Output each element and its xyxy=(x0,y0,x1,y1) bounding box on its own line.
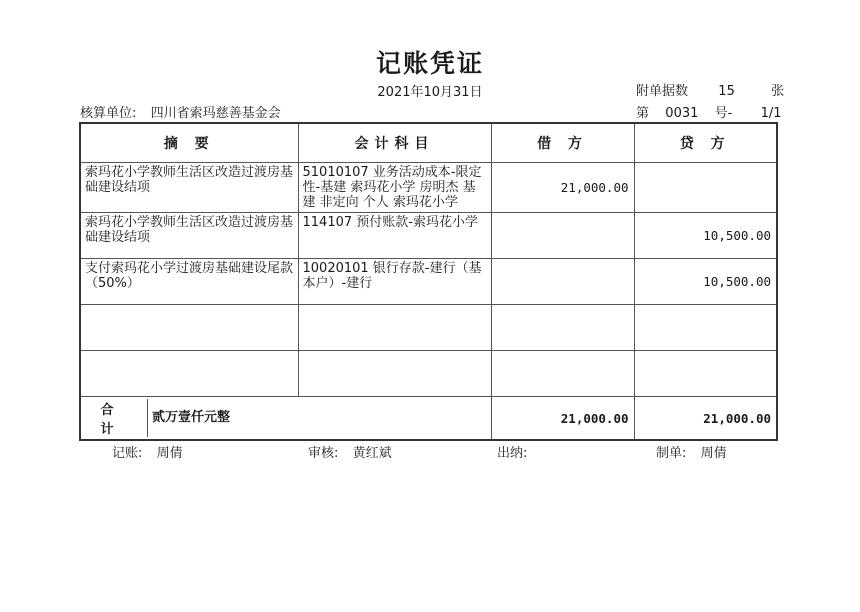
header-credit: 贷 方 xyxy=(634,123,777,163)
reviewer-name: 黄红斌 xyxy=(352,446,392,461)
voucher-date: 2021年10月31日 xyxy=(377,85,483,100)
table-row xyxy=(80,259,777,305)
total-debit: 21,000.00 xyxy=(491,397,634,441)
header-row xyxy=(80,123,777,163)
header-summary: 摘 要 xyxy=(80,123,298,163)
table-row xyxy=(80,213,777,259)
preparer-name: 周倩 xyxy=(700,446,727,461)
voucher-no-suffix: 号- xyxy=(714,106,733,121)
entry-credit xyxy=(634,163,777,213)
total-cell xyxy=(80,397,491,441)
attachments-info xyxy=(636,80,784,99)
voucher-title: 记账凭证 xyxy=(375,49,484,78)
header-debit: 借 方 xyxy=(491,123,634,163)
entry-account: 51010107 业务活动成本-限定性-基建 索玛花小学 房明杰 基建 非定向 个人 索玛花小学 xyxy=(298,163,491,213)
table-row xyxy=(80,163,777,213)
reviewer-label: 审核: xyxy=(308,446,339,461)
attachments-label: 附单据数 xyxy=(636,84,689,99)
blank-row xyxy=(80,305,777,351)
total-credit: 21,000.00 xyxy=(634,397,777,441)
entry-debit xyxy=(491,213,634,259)
entry-credit: 10,500.00 xyxy=(634,213,777,259)
entry-summary: 支付索玛花小学过渡房基础建设尾款（50%） xyxy=(80,259,298,305)
unit-name: 四川省索玛慈善基金会 xyxy=(150,106,281,121)
entry-account: 114107 预付账款-索玛花小学 xyxy=(298,213,491,259)
total-row xyxy=(80,397,777,441)
bookkeeper-sign xyxy=(112,442,183,461)
accounting-unit xyxy=(80,102,281,121)
attachments-count: 15 xyxy=(718,84,735,99)
voucher-number xyxy=(636,102,782,121)
voucher-no-prefix: 第 xyxy=(636,106,650,121)
preparer-sign xyxy=(656,442,727,461)
voucher-no-value: 0031 xyxy=(665,106,699,121)
total-label: 合 计 xyxy=(100,403,128,437)
entry-summary: 索玛花小学教师生活区改造过渡房基础建设结项 xyxy=(80,163,298,213)
bookkeeper-name: 周倩 xyxy=(156,446,183,461)
blank-row xyxy=(80,351,777,397)
voucher-table xyxy=(79,122,778,441)
cashier-sign xyxy=(497,442,527,461)
header-account: 会计科目 xyxy=(298,123,491,163)
reviewer-sign xyxy=(308,442,392,461)
entry-account: 10020101 银行存款-建行（基本户）-建行 xyxy=(298,259,491,305)
preparer-label: 制单: xyxy=(656,446,687,461)
page-indicator: 1/1 xyxy=(760,106,782,121)
entry-debit xyxy=(491,259,634,305)
attachments-unit: 张 xyxy=(771,84,785,99)
total-words: 贰万壹仟元整 xyxy=(147,399,230,437)
unit-label: 核算单位: xyxy=(80,106,137,121)
cashier-label: 出纳: xyxy=(497,446,528,461)
entry-summary: 索玛花小学教师生活区改造过渡房基础建设结项 xyxy=(80,213,298,259)
entry-debit: 21,000.00 xyxy=(491,163,634,213)
entry-credit: 10,500.00 xyxy=(634,259,777,305)
bookkeeper-label: 记账: xyxy=(112,446,143,461)
